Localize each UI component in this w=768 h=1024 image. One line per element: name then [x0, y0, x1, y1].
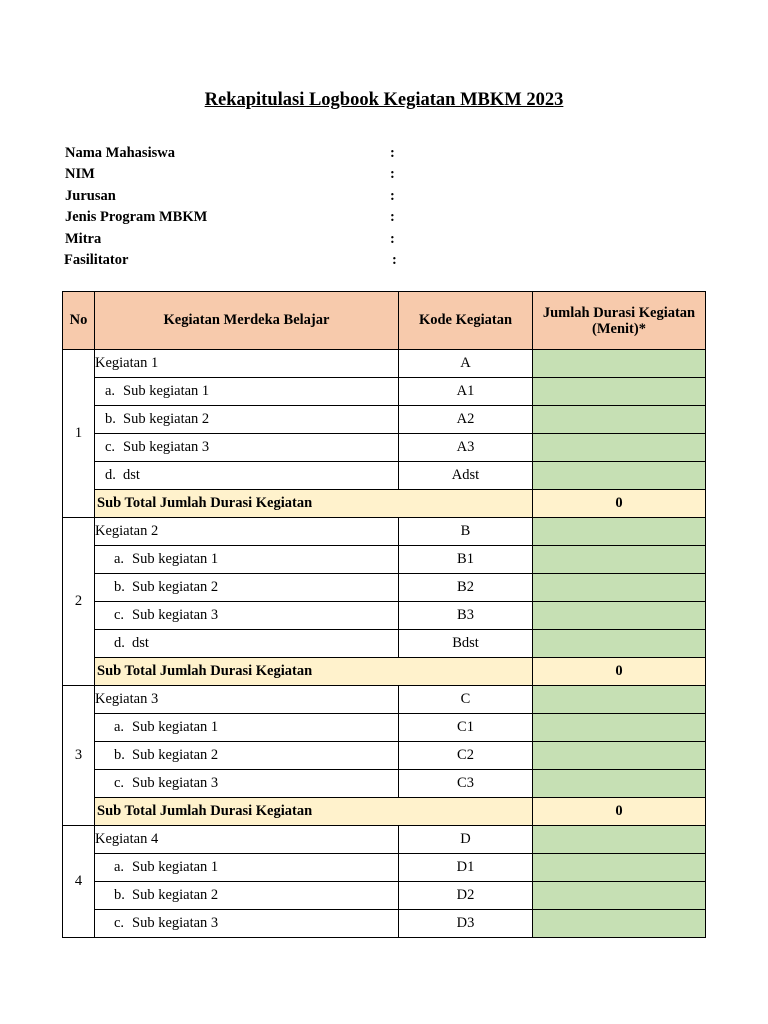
info-colon: : [390, 187, 395, 204]
code-cell: C2 [399, 742, 533, 770]
activity-cell [95, 630, 399, 658]
info-colon: : [390, 209, 395, 226]
code-cell: C3 [399, 770, 533, 798]
subtotal-value: 0 [533, 658, 706, 686]
activity-cell [95, 574, 399, 602]
recap-table [62, 291, 706, 938]
table-row [63, 630, 706, 658]
sub-activity-label: Sub kegiatan 1 [132, 719, 219, 735]
info-row-nama [65, 145, 405, 166]
info-colon: : [392, 251, 397, 268]
sub-letter: c. [114, 607, 125, 623]
group-number: 4 [63, 826, 95, 938]
info-colon: : [390, 230, 395, 247]
duration-input-cell[interactable] [533, 378, 706, 406]
header-no: No [63, 292, 95, 350]
code-cell: B2 [399, 574, 533, 602]
info-label: Mitra [65, 230, 102, 247]
code-cell: C [399, 686, 533, 714]
table-row [63, 462, 706, 490]
sub-letter: d. [105, 467, 116, 483]
activity-cell [95, 742, 399, 770]
sub-activity-label: Sub kegiatan 3 [132, 607, 219, 623]
info-colon: : [390, 145, 395, 161]
duration-input-cell[interactable] [533, 826, 706, 854]
sub-activity-label: Sub kegiatan 1 [132, 551, 219, 567]
duration-input-cell[interactable] [533, 462, 706, 490]
code-cell: D1 [399, 854, 533, 882]
code-cell: A [399, 350, 533, 378]
sub-activity-label: Sub kegiatan 2 [132, 579, 219, 595]
sub-letter: c. [105, 439, 116, 455]
info-label: Fasilitator [64, 251, 129, 268]
activity-cell: Kegiatan 1 [95, 350, 399, 378]
student-info [65, 145, 405, 273]
subtotal-label: Sub Total Jumlah Durasi Kegiatan [95, 658, 533, 686]
table-row [63, 518, 706, 546]
sub-letter: a. [114, 719, 125, 735]
info-label: Nama Mahasiswa [65, 145, 175, 161]
table-row [63, 546, 706, 574]
duration-input-cell[interactable] [533, 630, 706, 658]
table-row [63, 910, 706, 938]
header-code: Kode Kegiatan [399, 292, 533, 350]
sub-activity-label: Sub kegiatan 3 [123, 439, 210, 455]
activity-cell [95, 714, 399, 742]
info-row-jurusan [65, 188, 405, 209]
duration-input-cell[interactable] [533, 406, 706, 434]
sub-activity-label: Sub kegiatan 2 [132, 747, 219, 763]
sub-activity-label: Sub kegiatan 2 [132, 887, 219, 903]
activity-cell [95, 378, 399, 406]
info-label: Jurusan [65, 187, 116, 204]
sub-activity-label: Sub kegiatan 1 [123, 383, 210, 399]
info-label: NIM [65, 166, 95, 183]
subtotal-value: 0 [533, 490, 706, 518]
activity-cell: Kegiatan 2 [95, 518, 399, 546]
sub-activity-label: Sub kegiatan 1 [132, 859, 219, 875]
sub-activity-label: dst [132, 635, 149, 651]
activity-cell [95, 910, 399, 938]
info-row-mitra [65, 231, 405, 252]
info-row-program [65, 209, 405, 230]
activity-cell [95, 406, 399, 434]
sub-activity-label: Sub kegiatan 2 [123, 411, 210, 427]
sub-letter: c. [114, 915, 125, 931]
sub-letter: b. [114, 747, 125, 763]
activity-cell [95, 770, 399, 798]
table-row [63, 378, 706, 406]
subtotal-value: 0 [533, 798, 706, 826]
sub-activity-label: Sub kegiatan 3 [132, 915, 219, 931]
table-row [63, 602, 706, 630]
info-colon: : [390, 166, 395, 183]
code-cell: A2 [399, 406, 533, 434]
code-cell: D3 [399, 910, 533, 938]
duration-input-cell[interactable] [533, 910, 706, 938]
duration-input-cell[interactable] [533, 686, 706, 714]
table-row [63, 406, 706, 434]
table-row [63, 434, 706, 462]
info-row-nim [65, 166, 405, 187]
sub-letter: d. [114, 635, 125, 651]
activity-cell: Kegiatan 4 [95, 826, 399, 854]
info-label: Jenis Program MBKM [65, 209, 208, 226]
subtotal-label: Sub Total Jumlah Durasi Kegiatan [95, 490, 533, 518]
subtotal-row [63, 658, 706, 686]
table-row [63, 350, 706, 378]
group-number: 1 [63, 350, 95, 518]
code-cell: A1 [399, 378, 533, 406]
group-number: 3 [63, 686, 95, 826]
info-row-fasilitator [65, 252, 405, 273]
duration-input-cell[interactable] [533, 714, 706, 742]
duration-input-cell[interactable] [533, 602, 706, 630]
code-cell: B3 [399, 602, 533, 630]
subtotal-row [63, 490, 706, 518]
table-row [63, 686, 706, 714]
duration-input-cell[interactable] [533, 742, 706, 770]
code-cell: B [399, 518, 533, 546]
table-row [63, 854, 706, 882]
group-number: 2 [63, 518, 95, 686]
table-row [63, 770, 706, 798]
sub-letter: b. [105, 411, 116, 427]
code-cell: D2 [399, 882, 533, 910]
sub-letter: b. [114, 579, 125, 595]
code-cell: Adst [399, 462, 533, 490]
code-cell: C1 [399, 714, 533, 742]
activity-cell [95, 434, 399, 462]
code-cell: B1 [399, 546, 533, 574]
duration-input-cell[interactable] [533, 350, 706, 378]
table-header-row [63, 292, 706, 350]
code-cell: D [399, 826, 533, 854]
table-row [63, 714, 706, 742]
sub-letter: a. [114, 551, 125, 567]
duration-input-cell[interactable] [533, 434, 706, 462]
duration-input-cell[interactable] [533, 882, 706, 910]
code-cell: A3 [399, 434, 533, 462]
table-row [63, 574, 706, 602]
sub-letter: c. [114, 775, 125, 791]
activity-cell [95, 854, 399, 882]
table-row [63, 826, 706, 854]
subtotal-label: Sub Total Jumlah Durasi Kegiatan [95, 798, 533, 826]
sub-letter: a. [114, 859, 125, 875]
duration-input-cell[interactable] [533, 854, 706, 882]
subtotal-row [63, 798, 706, 826]
table-row [63, 882, 706, 910]
sub-letter: a. [105, 383, 116, 399]
duration-input-cell[interactable] [533, 546, 706, 574]
activity-cell [95, 602, 399, 630]
sub-activity-label: Sub kegiatan 3 [132, 775, 219, 791]
activity-cell [95, 462, 399, 490]
document-title: Rekapitulasi Logbook Kegiatan MBKM 2023 [204, 90, 564, 110]
table-row [63, 742, 706, 770]
duration-input-cell[interactable] [533, 574, 706, 602]
code-cell: Bdst [399, 630, 533, 658]
activity-cell [95, 546, 399, 574]
header-duration: Jumlah Durasi Kegiatan (Menit)* [533, 292, 706, 350]
duration-input-cell[interactable] [533, 770, 706, 798]
activity-cell [95, 882, 399, 910]
activity-cell: Kegiatan 3 [95, 686, 399, 714]
duration-input-cell[interactable] [533, 518, 706, 546]
sub-activity-label: dst [123, 467, 140, 483]
header-activity: Kegiatan Merdeka Belajar [95, 292, 399, 350]
sub-letter: b. [114, 887, 125, 903]
